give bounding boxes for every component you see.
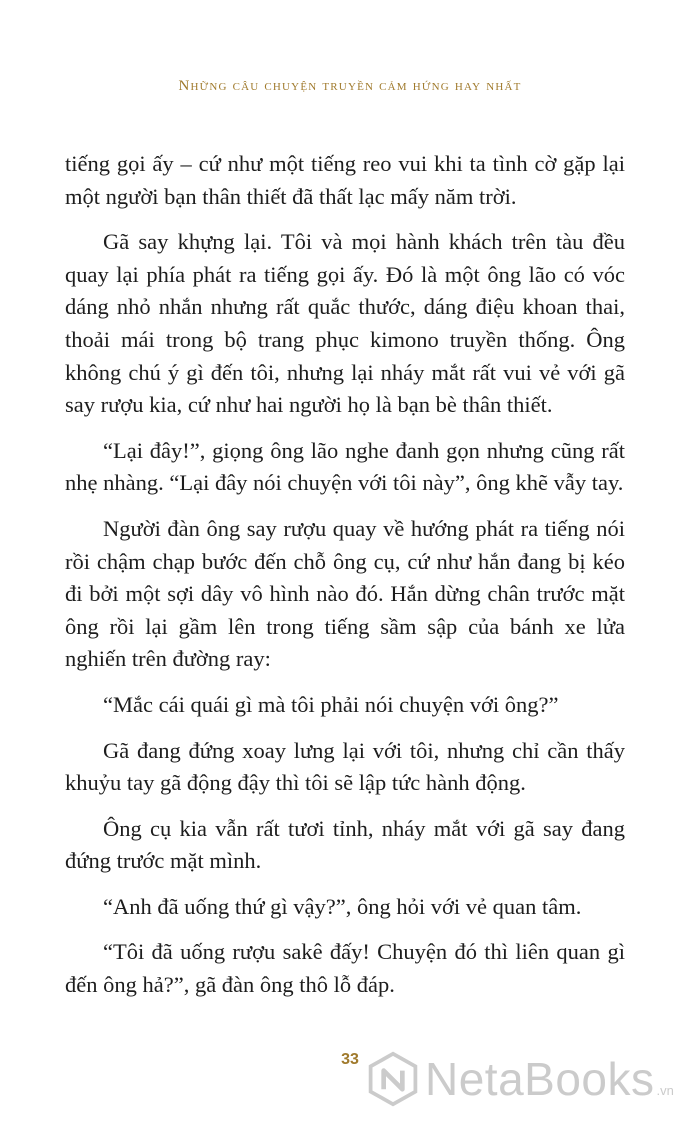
paragraph: tiếng gọi ấy – cứ như một tiếng reo vui khi ta tình cờ gặp lại một người bạn thân thiết đã thất lạc mấy năm trời. (65, 151, 625, 209)
watermark (365, 1048, 695, 1110)
paragraph: Gã say khựng lại. Tôi và mọi hành khách trên tàu đều quay lại phía phát ra tiếng gọi ấy. Đó là một ông lão có vóc dáng nhỏ nhắn nhưng rất quắc thước, dáng điệu khoan thai, thoải mái trong bộ trang phục kimono truyền thống. Ông không chú ý gì đến tôi, nhưng lại nháy mắt rất vui vẻ với gã say rượu kia, cứ như hai người họ là bạn bè thân thiết. (65, 229, 625, 418)
paragraph: “Lại đây!”, giọng ông lão nghe đanh gọn nhưng cũng rất nhẹ nhàng. “Lại đây nói chuyện với tôi này”, ông khẽ vẫy tay. (65, 437, 625, 496)
running-header-title: Những câu chuyện truyền cảm hứng hay nhất (178, 78, 522, 94)
paragraph: Ông cụ kia vẫn rất tươi tỉnh, nháy mắt với gã say đang đứng trước mặt mình. (65, 815, 625, 874)
watermark-text: NetaBooks (425, 1053, 655, 1105)
paragraph: Gã đang đứng xoay lưng lại với tôi, nhưng chỉ cần thấy khuỷu tay gã động đậy thì tôi sẽ lập tức hành động. (65, 737, 625, 796)
paragraph: “Anh đã uống thứ gì vậy?”, ông hỏi với vẻ quan tâm. (103, 893, 582, 919)
paragraph: “Tôi đã uống rượu sakê đấy! Chuyện đó thì liên quan gì đến ông hả?”, gã đàn ông thô lỗ đáp. (65, 939, 625, 998)
paragraph: Người đàn ông say rượu quay về hướng phát ra tiếng nói rồi chậm chạp bước đến chỗ ông cụ, cứ như hắn đang bị kéo đi bởi một sợi dây vô hình nào đó. Hắn dừng chân trước mặt ông rồi lại gầm lên trong tiếng sầm sập của bánh xe lửa nghiến trên đường ray: (65, 515, 625, 672)
netabooks-logo-icon (365, 1051, 421, 1107)
watermark-suffix: .vn (656, 1082, 674, 1098)
page-number: 33 (341, 1051, 359, 1068)
paragraph: “Mắc cái quái gì mà tôi phải nói chuyện với ông?” (103, 691, 559, 717)
body-text (65, 148, 625, 1015)
